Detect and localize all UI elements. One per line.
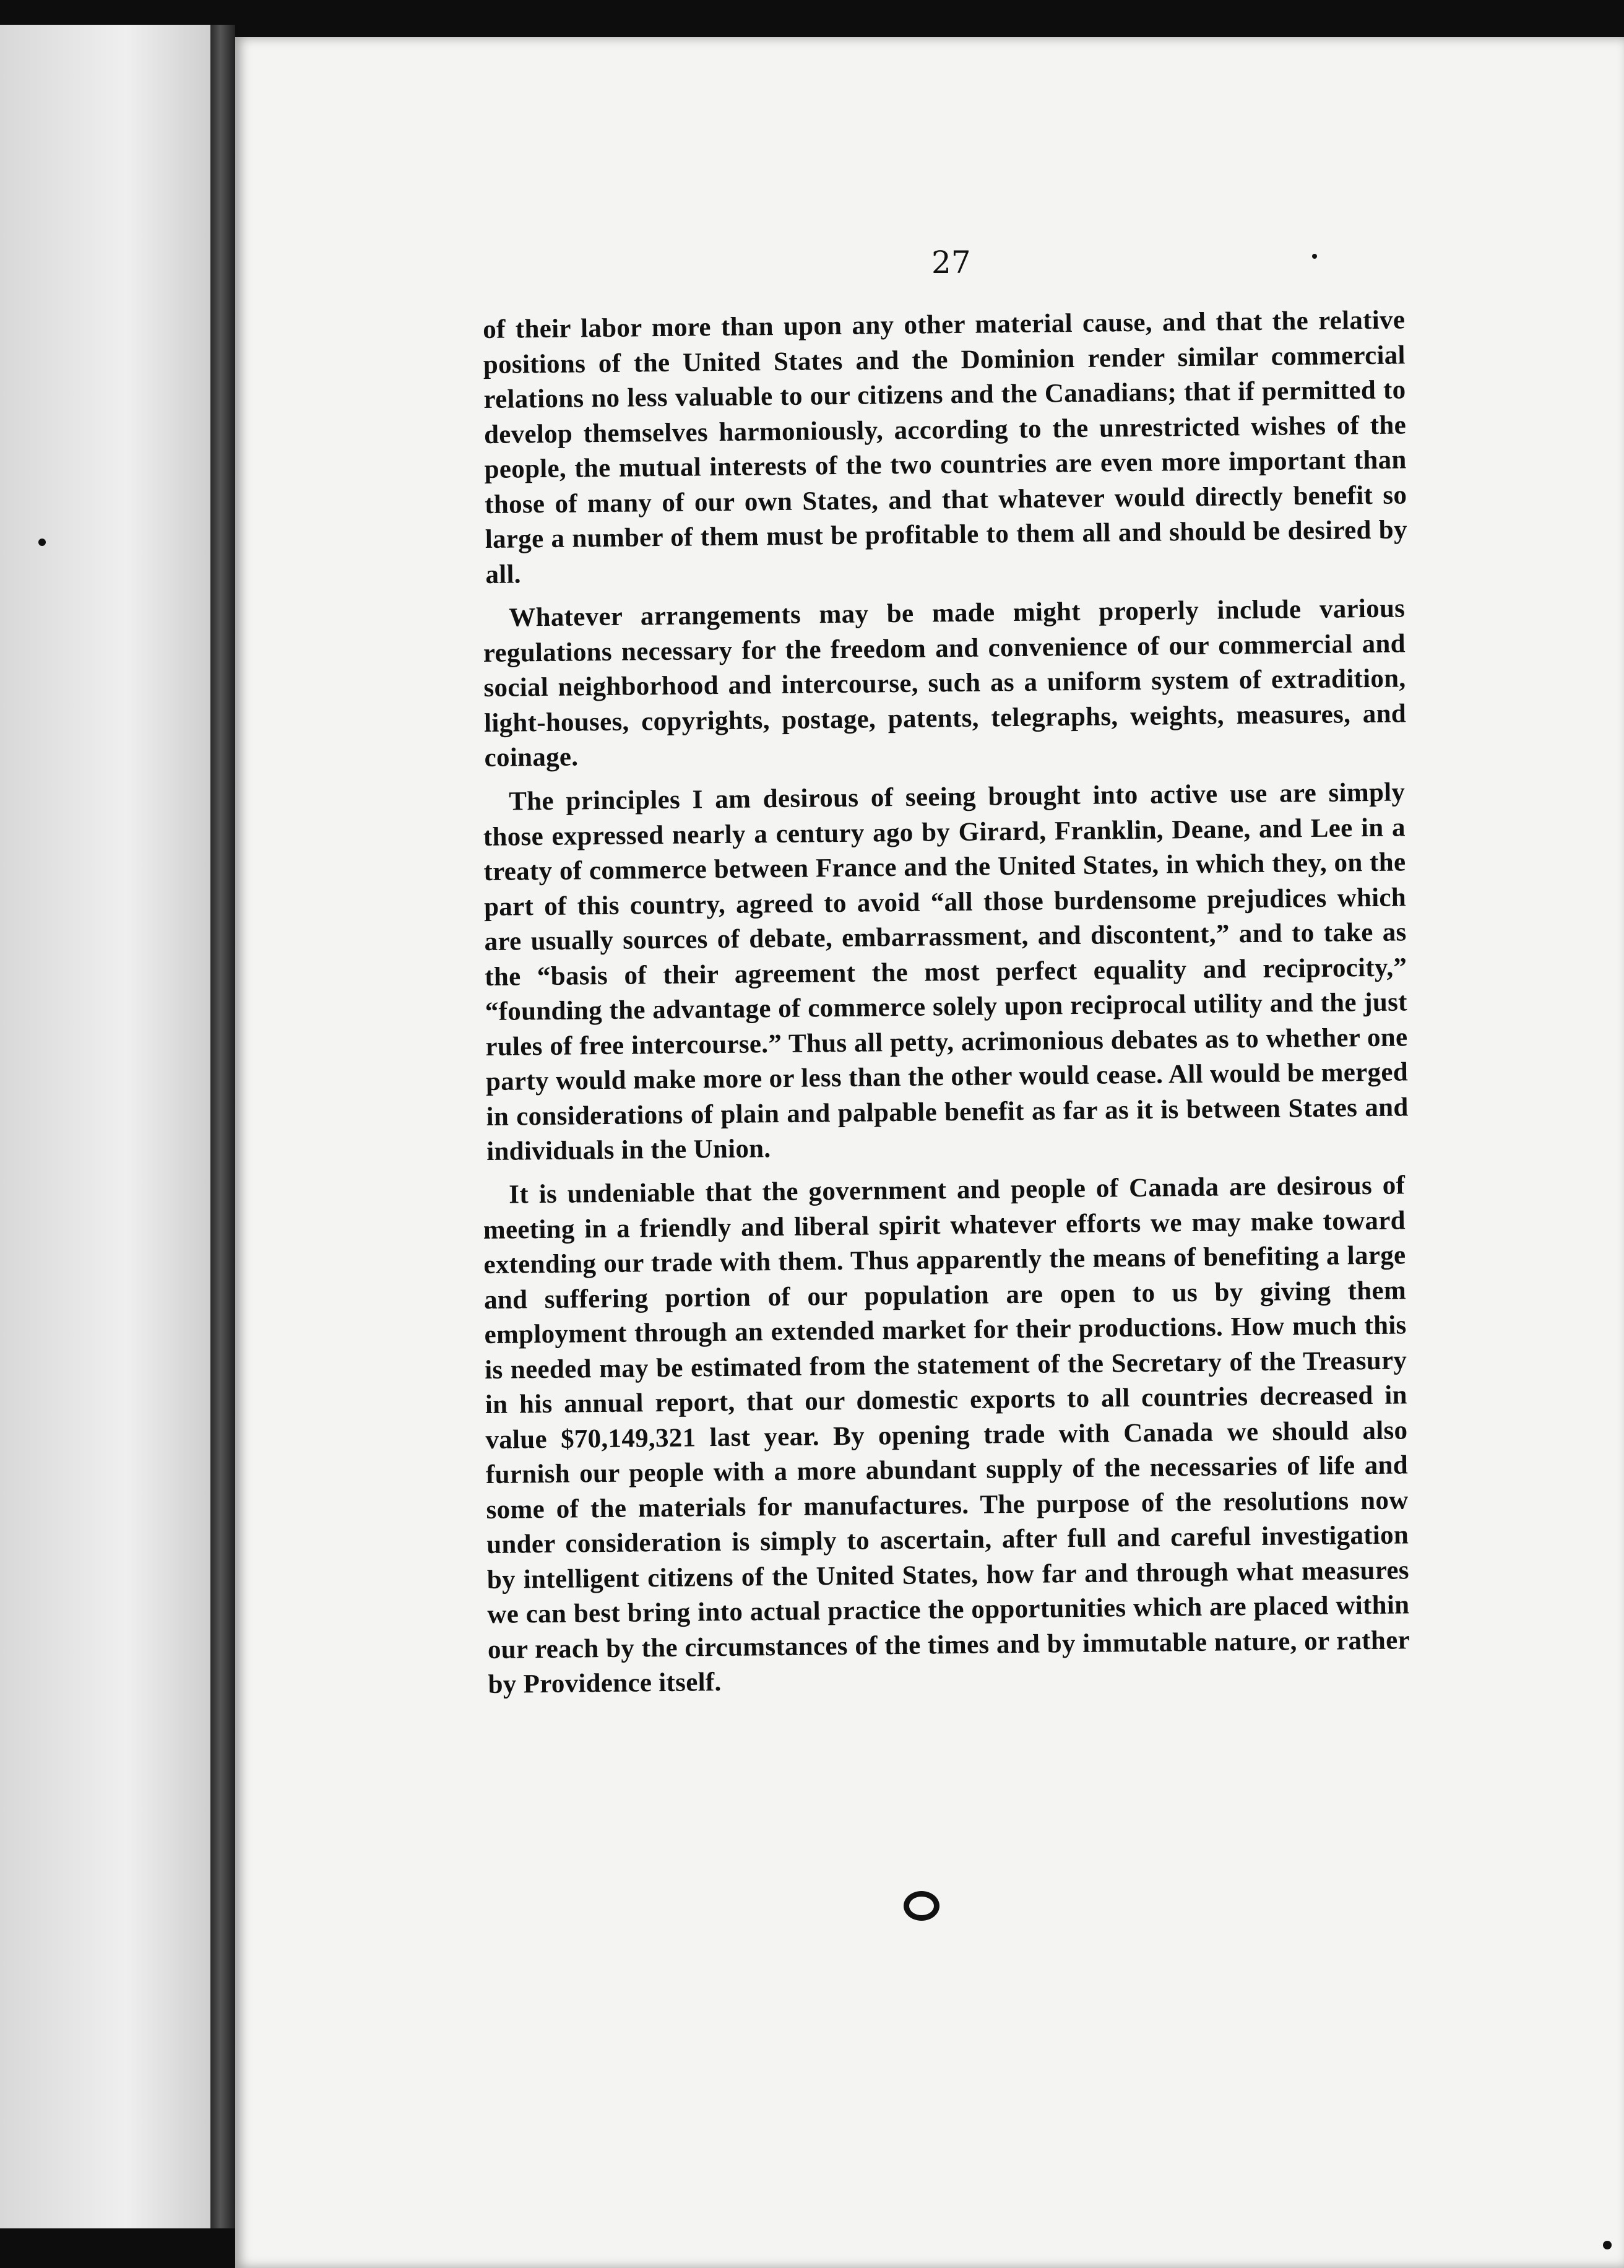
- paragraph-2: Whatever arrangements may be made might properly include various regulations necessary for the freedom and convenience of our commercial and social neighborhood and intercourse, such as a uniform system of extradition, light-houses, copyrights, postage, patents, telegraphs, weights, measures, and coinage.: [483, 594, 1407, 773]
- paragraph-4: It is undeniable that the government and people of Canada are desirous of meeting in a friendly and liberal spirit whatever efforts we may make toward extending our trade with them. Thus apparently the means of benefiting a large and suffering portion of our population are open to us by giving them employment through an extended market for their productions. How much this is needed may be estimated from the statement of the Secretary of the Treasury in his annual report, that our domestic exports to all countries decreased in value $70,149,321 last year. By opening trade with Canada we should also furnish our people with a more abundant supply of the necessaries of life and some of the materials for manufactures. The purpose of the resolutions now under consideration is simply to ascertain, after full and careful investigation by intelligent citizens of the United States, how far and through what measures we can best bring into actual practice the opportunities which are placed within our reach by the circumstances of the times and by immutable nature, or rather by Providence itself.: [483, 1171, 1410, 1699]
- paragraph-1: of their labor more than upon any other material cause, and that the relative positions of the United States and the Dominion render similar commercial relations no less valuable to our citizens and the Canadians; that if permitted to develop themselves harmoniously, according to the unrestricted wishes of the people, the mutual interests of the two countries are even more important than those of many of our own States, and that whatever would directly benefit so large a number of them must be profitable to them all and should be desired by all.: [483, 305, 1408, 589]
- scan-speck: [38, 539, 46, 546]
- facing-page-edge: [0, 25, 210, 2228]
- end-ornament-icon: [904, 1891, 939, 1921]
- scan-speck: [1312, 254, 1317, 259]
- book-binding: [210, 25, 235, 2228]
- scan-speck: [1603, 2241, 1612, 2249]
- body-text: [483, 305, 1410, 1860]
- paragraph-3: The principles I am desirous of seeing brought into active use are simply those expressed nearly a century ago by Girard, Franklin, Deane, and Lee in a treaty of commerce between France and the United States, in which they, on the part of this country, agreed to avoid “all those burdensome prejudices which are usually sources of debate, embarrassment, and discontent,” and to take as the “basis of their agreement the most perfect equality and reciprocity,” “founding the advantage of commerce solely upon reciprocal utility and the just rules of free intercourse.” Thus all petty, acrimonious debates as to whether one party would make more or less than the other would cease. All would be merged in considerations of plain and palpable benefit as far as it is between States and individuals in the Union.: [483, 777, 1409, 1166]
- page-number: 27: [931, 245, 971, 280]
